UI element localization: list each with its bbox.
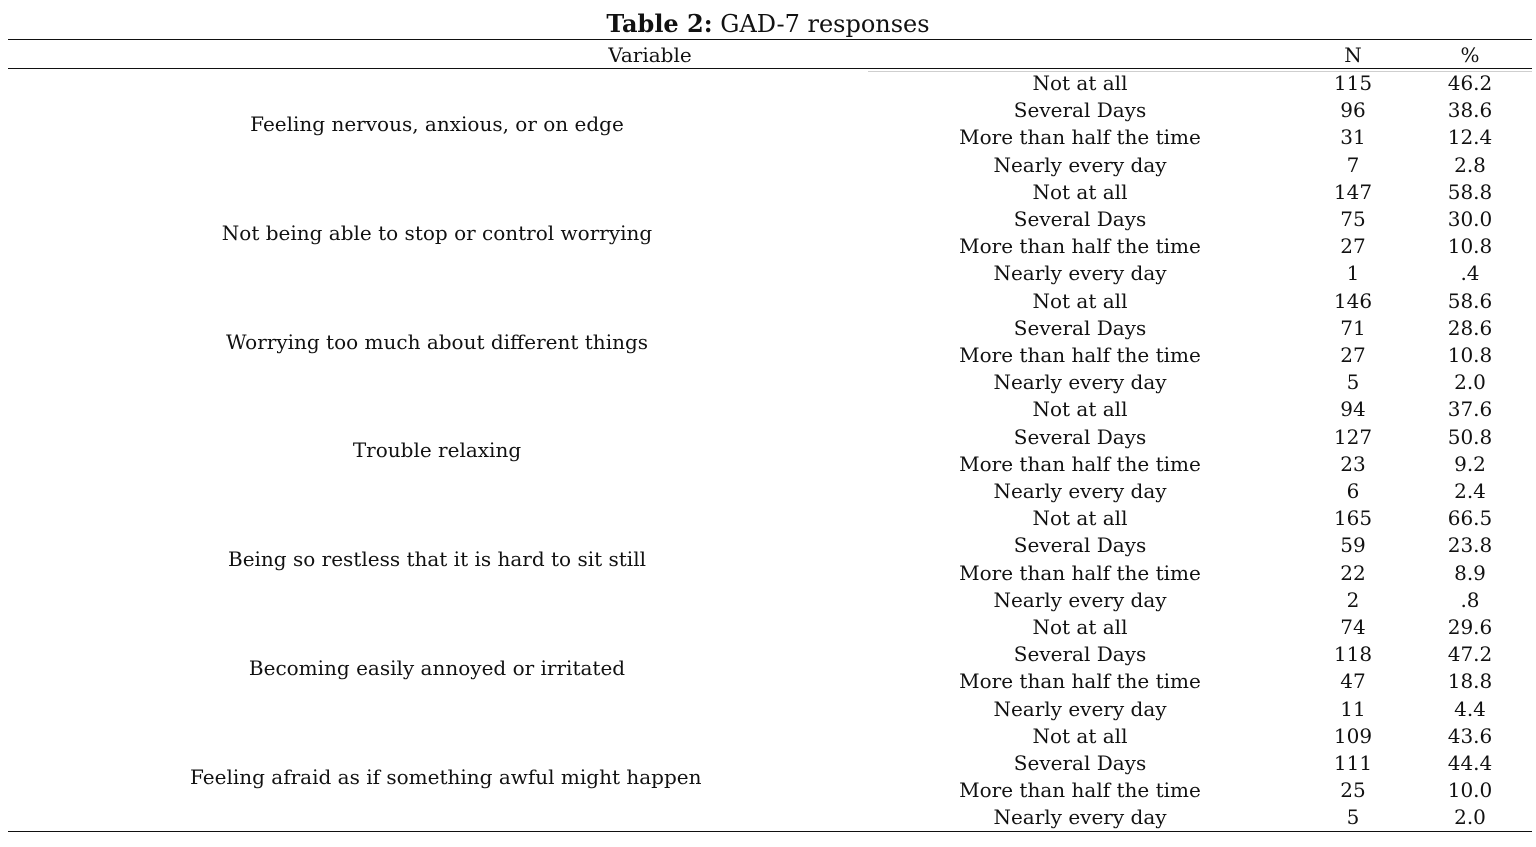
n-cell: 47 bbox=[1340, 669, 1366, 694]
header-percent: % bbox=[1460, 43, 1480, 67]
variable-label: Worrying too much about different things bbox=[225, 329, 649, 354]
n-cell: 5 bbox=[1346, 805, 1360, 830]
table-row bbox=[0, 396, 1536, 423]
percent-cell: 10.8 bbox=[1447, 343, 1493, 367]
header-bottom-rule bbox=[8, 68, 1532, 69]
n-cell: 23 bbox=[1340, 451, 1366, 476]
response-cell: Not at all bbox=[1032, 615, 1128, 639]
n-cell: 25 bbox=[1340, 778, 1366, 803]
n-cell: 1 bbox=[1346, 261, 1360, 286]
table-row bbox=[0, 369, 1536, 396]
response-cell: Nearly every day bbox=[993, 479, 1167, 503]
response-cell: Nearly every day bbox=[993, 805, 1167, 830]
response-cell: Not at all bbox=[1032, 397, 1128, 422]
percent-cell: 44.4 bbox=[1447, 751, 1493, 775]
table-row bbox=[0, 288, 1536, 315]
percent-cell: 58.8 bbox=[1447, 179, 1493, 204]
table-row bbox=[0, 804, 1536, 831]
table-top-rule bbox=[8, 39, 1532, 40]
n-cell: 11 bbox=[1340, 696, 1366, 721]
n-cell: 96 bbox=[1340, 98, 1366, 123]
table-row bbox=[0, 315, 1536, 342]
variable-label: Being so restless that it is hard to sit still bbox=[228, 547, 646, 572]
n-cell: 127 bbox=[1333, 424, 1373, 449]
table-row bbox=[0, 532, 1536, 559]
n-cell: 59 bbox=[1340, 533, 1366, 558]
table-row bbox=[0, 614, 1536, 641]
table-row bbox=[0, 777, 1536, 804]
n-cell: 5 bbox=[1346, 370, 1360, 395]
n-cell: 22 bbox=[1340, 560, 1366, 585]
percent-cell: 2.8 bbox=[1454, 152, 1486, 177]
variable-label: Trouble relaxing bbox=[352, 438, 522, 463]
n-cell: 146 bbox=[1333, 288, 1373, 313]
variable-label: Becoming easily annoyed or irritated bbox=[248, 656, 626, 680]
n-cell: 74 bbox=[1340, 615, 1366, 639]
percent-cell: 10.0 bbox=[1447, 778, 1493, 803]
percent-cell: .8 bbox=[1460, 587, 1480, 612]
percent-cell: 43.6 bbox=[1447, 723, 1493, 748]
header-variable: Variable bbox=[608, 43, 692, 67]
n-cell: 111 bbox=[1333, 751, 1373, 775]
percent-cell: 38.6 bbox=[1447, 98, 1493, 123]
table-row bbox=[0, 750, 1536, 777]
response-cell: Not at all bbox=[1032, 288, 1128, 313]
table-row bbox=[0, 124, 1536, 151]
percent-cell: 47.2 bbox=[1447, 642, 1493, 667]
response-cell: Several Days bbox=[1013, 424, 1147, 449]
response-cell: More than half the time bbox=[959, 343, 1201, 367]
response-cell: Several Days bbox=[1013, 751, 1147, 775]
response-cell: More than half the time bbox=[959, 451, 1201, 476]
table-row bbox=[0, 723, 1536, 750]
n-cell: 94 bbox=[1340, 397, 1366, 422]
percent-cell: 4.4 bbox=[1454, 696, 1486, 721]
table-row bbox=[0, 342, 1536, 369]
n-cell: 27 bbox=[1340, 343, 1366, 367]
table-bottom-rule bbox=[8, 831, 1532, 832]
table-row bbox=[0, 97, 1536, 124]
n-cell: 109 bbox=[1333, 723, 1373, 748]
percent-cell: 29.6 bbox=[1447, 615, 1493, 639]
table-row bbox=[0, 206, 1536, 233]
response-cell: Several Days bbox=[1013, 315, 1147, 340]
percent-cell: 8.9 bbox=[1454, 560, 1486, 585]
percent-cell: 2.0 bbox=[1454, 370, 1486, 395]
table-row bbox=[0, 424, 1536, 451]
response-cell: More than half the time bbox=[959, 125, 1201, 150]
n-cell: 31 bbox=[1340, 125, 1366, 150]
table-row bbox=[0, 478, 1536, 505]
response-cell: Nearly every day bbox=[993, 261, 1167, 286]
table-row bbox=[0, 179, 1536, 206]
percent-cell: 10.8 bbox=[1447, 234, 1493, 259]
table-row bbox=[0, 587, 1536, 614]
variable-label: Feeling nervous, anxious, or on edge bbox=[250, 112, 624, 136]
percent-cell: 23.8 bbox=[1447, 533, 1493, 558]
table-row bbox=[0, 233, 1536, 260]
n-cell: 75 bbox=[1340, 207, 1366, 231]
n-cell: 27 bbox=[1340, 234, 1366, 259]
header-n: N bbox=[1344, 43, 1362, 67]
response-cell: Nearly every day bbox=[993, 587, 1167, 612]
percent-cell: 18.8 bbox=[1447, 669, 1493, 694]
n-cell: 6 bbox=[1346, 479, 1360, 503]
response-cell: Several Days bbox=[1013, 207, 1147, 231]
table-row bbox=[0, 641, 1536, 668]
response-cell: More than half the time bbox=[959, 560, 1201, 585]
n-cell: 7 bbox=[1346, 152, 1360, 177]
n-cell: 71 bbox=[1340, 315, 1366, 340]
variable-label: Feeling afraid as if something awful might happen bbox=[190, 764, 702, 789]
response-cell: Nearly every day bbox=[993, 370, 1167, 395]
table-row bbox=[0, 451, 1536, 478]
response-cell: Several Days bbox=[1013, 98, 1147, 123]
percent-cell: .4 bbox=[1460, 261, 1480, 286]
table-row bbox=[0, 260, 1536, 287]
n-cell: 2 bbox=[1346, 587, 1360, 612]
response-cell: Not at all bbox=[1032, 723, 1128, 748]
response-cell: Several Days bbox=[1013, 533, 1147, 558]
table-caption bbox=[0, 8, 1536, 40]
n-cell: 118 bbox=[1333, 642, 1373, 667]
n-cell: 115 bbox=[1333, 71, 1373, 95]
n-cell: 147 bbox=[1333, 179, 1373, 204]
table-caption-label: Table 2: bbox=[606, 9, 713, 38]
table-row bbox=[0, 668, 1536, 695]
table-row bbox=[0, 70, 1536, 97]
response-cell: Nearly every day bbox=[993, 152, 1167, 177]
response-cell: Not at all bbox=[1032, 506, 1128, 531]
percent-cell: 2.0 bbox=[1454, 805, 1486, 830]
response-cell: More than half the time bbox=[959, 234, 1201, 259]
percent-cell: 12.4 bbox=[1447, 125, 1493, 150]
table-row bbox=[0, 560, 1536, 587]
response-cell: More than half the time bbox=[959, 778, 1201, 803]
percent-cell: 28.6 bbox=[1447, 315, 1493, 340]
percent-cell: 46.2 bbox=[1447, 71, 1493, 95]
response-cell: Several Days bbox=[1013, 642, 1147, 667]
percent-cell: 30.0 bbox=[1447, 207, 1493, 231]
percent-cell: 2.4 bbox=[1454, 479, 1486, 503]
response-cell: Nearly every day bbox=[993, 696, 1167, 721]
response-cell: Not at all bbox=[1032, 179, 1128, 204]
percent-cell: 66.5 bbox=[1447, 506, 1493, 531]
percent-cell: 58.6 bbox=[1447, 288, 1493, 313]
table-row bbox=[0, 696, 1536, 723]
table-row bbox=[0, 505, 1536, 532]
percent-cell: 50.8 bbox=[1447, 424, 1493, 449]
percent-cell: 9.2 bbox=[1454, 451, 1486, 476]
n-cell: 165 bbox=[1333, 506, 1373, 531]
table-caption-text: GAD-7 responses bbox=[720, 10, 930, 38]
table-row bbox=[0, 152, 1536, 179]
response-cell: Not at all bbox=[1032, 71, 1128, 95]
response-cell: More than half the time bbox=[959, 669, 1201, 694]
variable-label: Not being able to stop or control worrying bbox=[221, 220, 653, 245]
percent-cell: 37.6 bbox=[1447, 397, 1493, 422]
